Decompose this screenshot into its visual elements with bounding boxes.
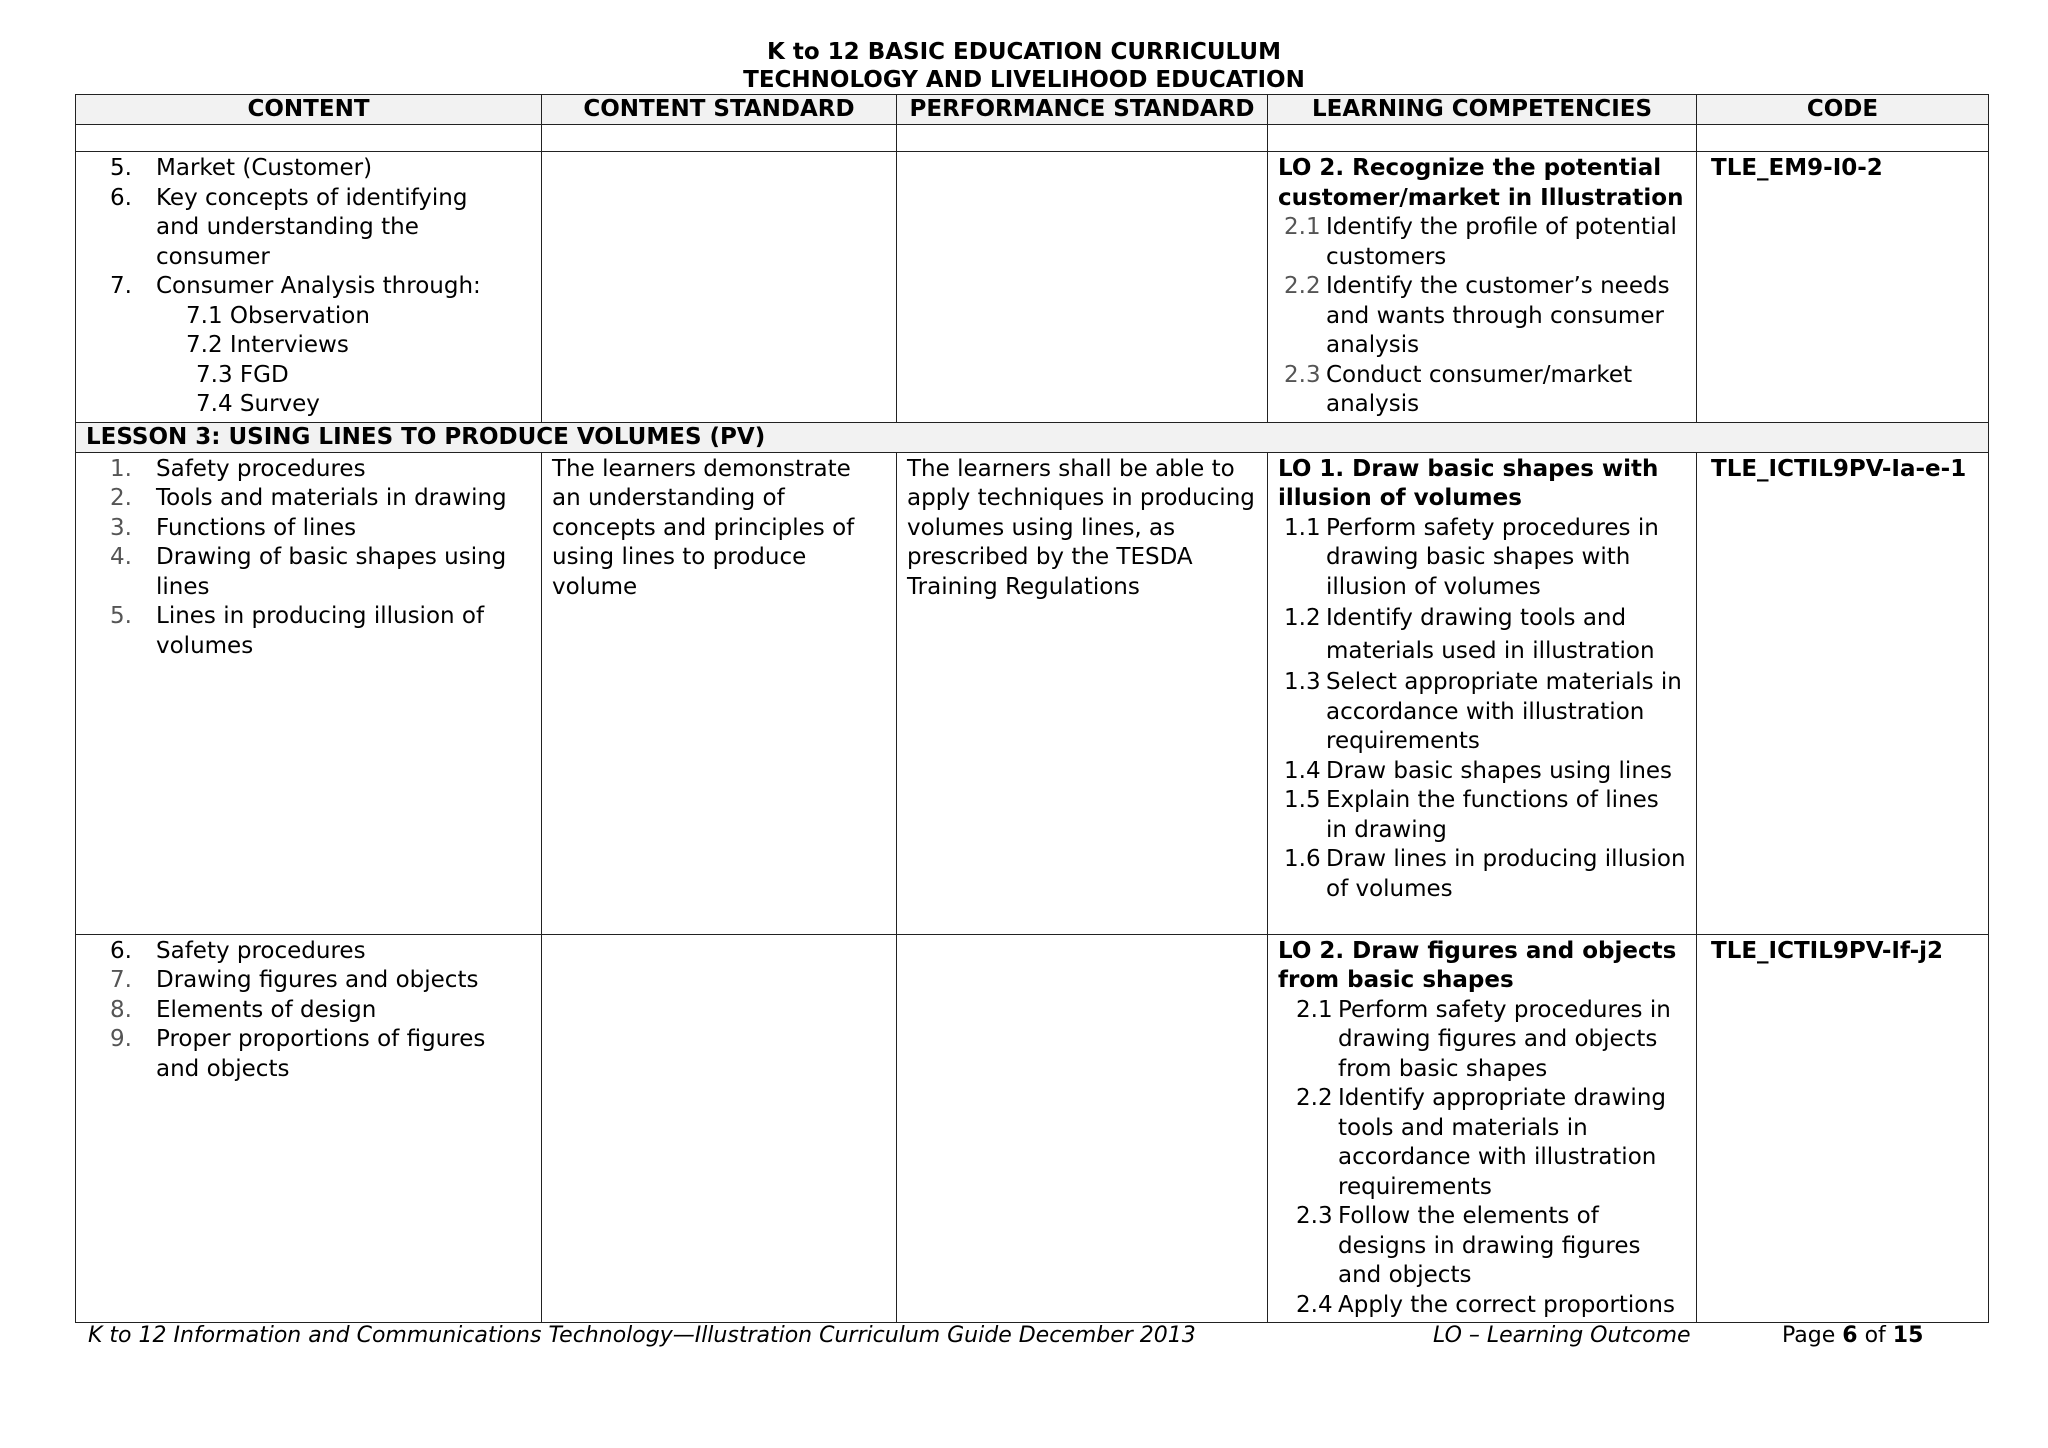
competency-text: Identify drawing tools and materials used in illustration — [1326, 605, 1655, 664]
list-item — [86, 154, 531, 184]
content-cell — [76, 934, 542, 1323]
page-total: 15 — [1892, 1323, 1924, 1348]
sub-item: 7.2 Interviews — [186, 332, 349, 358]
item-text: Lines in producing illusion of volumes — [156, 603, 485, 659]
competency-item — [1278, 668, 1686, 757]
item-number: 1. — [110, 455, 132, 482]
list-item — [86, 184, 531, 214]
content-standard-cell — [542, 934, 897, 1323]
item-number: 7. — [110, 273, 132, 299]
competency-item — [1278, 786, 1686, 845]
document-subtitle: TECHNOLOGY AND LIVELIHOOD EDUCATION — [743, 67, 1305, 93]
competency-number: 2.3 — [1296, 1203, 1333, 1229]
learning-outcome-title: LO 2. Recognize the potential customer/market in Illustration — [1278, 155, 1684, 211]
list-item — [86, 966, 531, 996]
competency-item — [1278, 514, 1686, 603]
competency-number: 1.3 — [1284, 669, 1321, 695]
curriculum-table — [75, 94, 1989, 1323]
item-number: 9. — [110, 1026, 132, 1052]
competencies-cell — [1268, 934, 1697, 1323]
item-number: 8. — [110, 996, 132, 1023]
column-header-performance-standard: PERFORMANCE STANDARD — [897, 95, 1268, 125]
item-text: Key concepts of identifying — [156, 184, 468, 211]
blank-cell — [76, 125, 542, 152]
item-number: 5. — [110, 155, 132, 181]
competency-item — [1278, 213, 1686, 272]
competencies-cell — [1268, 452, 1697, 934]
footer-guide-title: K to 12 Information and Communications Technology—Illustration Curriculum Guide December 2013 — [88, 1323, 1196, 1348]
competency-number: 1.6 — [1284, 846, 1321, 872]
content-cell — [76, 152, 542, 423]
item-text: Proper proportions of figures and objects — [156, 1026, 486, 1082]
list-item — [86, 514, 531, 544]
competency-text: Apply the correct proportions — [1338, 1291, 1675, 1318]
blank-row — [76, 125, 1989, 152]
list-item — [86, 602, 531, 661]
column-header-content: CONTENT — [76, 95, 542, 125]
item-number: 4. — [110, 544, 132, 570]
item-text: Safety procedures — [156, 937, 366, 964]
competency-text: Draw basic shapes using lines — [1326, 757, 1673, 784]
competency-text: Draw lines in producing illusion of volumes — [1326, 846, 1686, 902]
item-text: Market (Customer) — [156, 155, 373, 181]
item-text: and understanding the consumer — [156, 214, 419, 270]
competencies-cell — [1268, 152, 1697, 423]
competency-item — [1278, 1202, 1686, 1291]
lesson-heading: LESSON 3: USING LINES TO PRODUCE VOLUMES (PV) — [76, 422, 1989, 452]
table-row — [76, 152, 1989, 423]
competency-text: Identify appropriate drawing tools and materials in accordance with illustration requirements — [1338, 1085, 1666, 1200]
table-header-row — [76, 95, 1989, 125]
item-number: 5. — [110, 603, 132, 629]
item-text: Drawing figures and objects — [156, 967, 479, 993]
competency-item — [1278, 1291, 1686, 1321]
competency-number: 1.4 — [1284, 757, 1321, 784]
table-row — [76, 934, 1989, 1323]
competency-item — [1278, 602, 1686, 668]
competency-number: 1.5 — [1284, 787, 1321, 813]
item-text: Consumer Analysis through: — [156, 273, 481, 299]
blank-cell — [1268, 125, 1697, 152]
competency-number: 1.2 — [1284, 605, 1321, 631]
sub-item: 7.1 Observation — [186, 302, 370, 329]
sub-item: 7.4 Survey — [196, 391, 320, 417]
content-standard-cell — [542, 152, 897, 423]
lesson-heading-row — [76, 422, 1989, 452]
performance-standard-cell: The learners shall be able to apply techniques in producing volumes using lines, as prescribed by the TESDA Training Regulations — [897, 452, 1268, 934]
competency-code: TLE_ICTIL9PV-Ia-e-1 — [1711, 455, 1967, 482]
competency-text: Identify the customer’s needs and wants through consumer analysis — [1326, 273, 1670, 358]
page-prefix: Page — [1782, 1323, 1843, 1348]
competency-item — [1278, 845, 1686, 904]
item-text: Drawing of basic shapes using lines — [156, 544, 507, 600]
competency-code: TLE_ICTIL9PV-If-j2 — [1711, 937, 1944, 964]
competency-number: 2.3 — [1284, 361, 1321, 388]
item-number: 6. — [110, 937, 132, 964]
competency-number: 2.2 — [1284, 273, 1321, 299]
competency-text: Conduct consumer/market analysis — [1326, 361, 1633, 417]
item-text: Safety procedures — [156, 455, 366, 482]
list-item — [86, 213, 531, 272]
competency-text: Perform safety procedures in drawing figures and objects from basic shapes — [1338, 996, 1671, 1082]
page-current: 6 — [1842, 1323, 1858, 1348]
learning-outcome-title: LO 1. Draw basic shapes with illusion of volumes — [1278, 455, 1659, 511]
competency-item — [1278, 996, 1686, 1085]
column-header-code: CODE — [1697, 95, 1989, 125]
blank-cell — [542, 125, 897, 152]
competency-text: Explain the functions of lines in drawing — [1326, 787, 1659, 843]
list-item — [86, 543, 531, 602]
item-number: 3. — [110, 514, 132, 541]
competency-text: Identify the profile of potential customers — [1326, 214, 1677, 270]
content-cell — [76, 452, 542, 934]
list-item — [86, 996, 531, 1026]
competency-item — [1278, 757, 1686, 787]
item-number: 2. — [110, 485, 132, 511]
code-cell — [1697, 934, 1989, 1323]
competency-code: TLE_EM9-I0-2 — [1711, 155, 1883, 181]
list-item — [86, 937, 531, 967]
item-number: 6. — [110, 184, 132, 211]
competency-number: 1.1 — [1284, 514, 1321, 541]
table-row — [76, 452, 1989, 934]
learning-outcome-title: LO 2. Draw figures and objects from basic shapes — [1278, 937, 1677, 993]
competency-text: Select appropriate materials in accordance with illustration requirements — [1326, 669, 1682, 754]
page-of: of — [1857, 1323, 1893, 1348]
competency-number: 2.2 — [1296, 1085, 1333, 1111]
item-text: Functions of lines — [156, 514, 357, 541]
competency-number: 2.1 — [1296, 996, 1333, 1023]
item-number: 7. — [110, 967, 132, 993]
competency-number: 2.1 — [1284, 214, 1321, 240]
content-standard-cell: The learners demonstrate an understanding of concepts and principles of using lines to produce volume — [542, 452, 897, 934]
sub-item: 7.3 FGD — [196, 361, 289, 388]
footer-legend: LO – Learning Outcome — [1433, 1323, 1691, 1348]
performance-standard-cell — [897, 934, 1268, 1323]
competency-text: Perform safety procedures in drawing basic shapes with illusion of volumes — [1326, 514, 1659, 600]
performance-standard-cell — [897, 152, 1268, 423]
code-cell — [1697, 152, 1989, 423]
competency-item — [1278, 361, 1686, 420]
list-item — [86, 484, 531, 514]
list-item — [86, 455, 531, 485]
document-title: K to 12 BASIC EDUCATION CURRICULUM — [767, 39, 1281, 65]
competency-item — [1278, 272, 1686, 361]
page-number — [1782, 1322, 1923, 1350]
blank-cell — [1697, 125, 1989, 152]
code-cell — [1697, 452, 1989, 934]
competency-text: Follow the elements of designs in drawing figures and objects — [1338, 1203, 1641, 1288]
competency-number: 2.4 — [1296, 1291, 1333, 1318]
column-header-content-standard: CONTENT STANDARD — [542, 95, 897, 125]
list-item — [86, 272, 531, 302]
item-text: Tools and materials in drawing — [156, 485, 507, 511]
blank-cell — [897, 125, 1268, 152]
list-item — [86, 1025, 531, 1084]
competency-item — [1278, 1084, 1686, 1202]
item-text: Elements of design — [156, 996, 377, 1023]
column-header-learning-competencies: LEARNING COMPETENCIES — [1268, 95, 1697, 125]
